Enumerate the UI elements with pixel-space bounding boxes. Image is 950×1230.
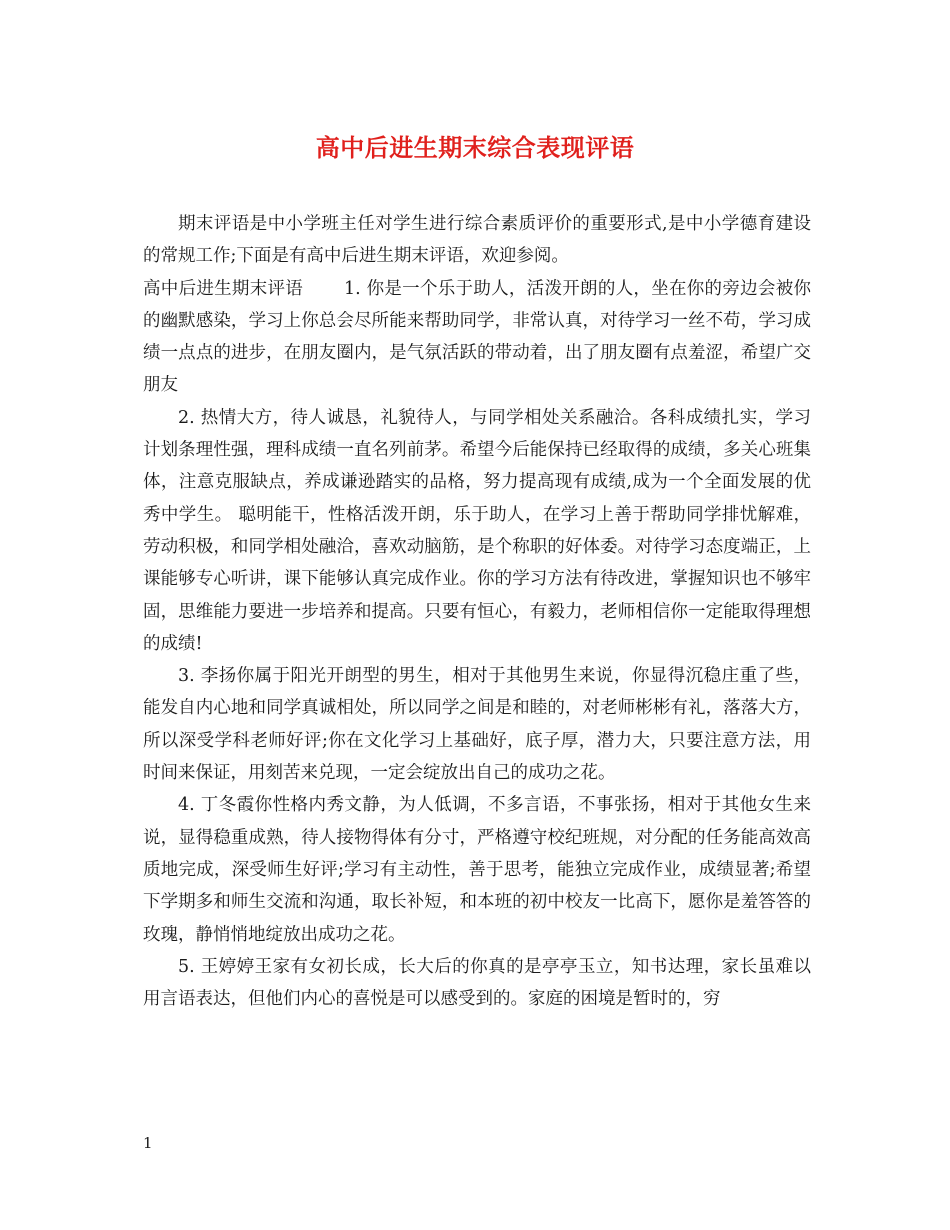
page-number: 1 bbox=[143, 1134, 153, 1152]
comment-item-2: 2. 热情大方，待人诚恳，礼貌待人，与同学相处关系融洽。各科成绩扎实，学习计划条理性强，理科成绩一直名列前茅。希望今后能保持已经取得的成绩，多关心班集体，注意克服缺点，养成谦逊踏实的品格，努力提高现有成绩,成为一个全面发展的优秀中学生。 聪明能干，性格活泼开朗，乐于助人，在学习上善于帮助同学排忧解难，劳动积极，和同学相处融洽，喜欢动脑筋，是个称职的好体委。对待学习态度端正，上课能够专心听讲，课下能够认真完成作业。你的学习方法有待改进，掌握知识也不够牢固，思维能力要进一步培养和提高。只要有恒心，有毅力，老师相信你一定能取得理想的成绩! bbox=[143, 407, 811, 654]
heading-spacer bbox=[303, 279, 344, 299]
comment-item-4: 4. 丁冬霞你性格内秀文静，为人低调，不多言语，不事张扬，相对于其他女生来说，显得稳重成熟，待人接物得体有分寸，严格遵守校纪班规，对分配的任务能高效高质地完成，深受师生好评;学习有主动性，善于思考，能独立完成作业，成绩显著;希望下学期多和师生交流和沟通，取长补短，和本班的初中校友一比高下，愿你是羞答答的玫瑰，静悄悄地绽放出成功之花。 bbox=[143, 795, 811, 945]
first-item-paragraph bbox=[143, 273, 811, 402]
comment-item-3: 3. 李扬你属于阳光开朗型的男生，相对于其他男生来说，你显得沉稳庄重了些，能发自内心地和同学真诚相处，所以同学之间是和睦的，对老师彬彬有礼，落落大方，所以深受学科老师好评;你在文化学习上基础好，底子厚，潜力大，只要注意方法，用时间来保证，用刻苦来兑现，一定会绽放出自己的成功之花。 bbox=[143, 666, 811, 784]
section-heading: 高中后进生期末评语 bbox=[143, 278, 304, 299]
document-body bbox=[143, 208, 811, 1015]
intro-paragraph: 期末评语是中小学班主任对学生进行综合素质评价的重要形式,是中小学德育建设的常规工作;下面是有高中后进生期末评语，欢迎参阅。 bbox=[143, 214, 811, 267]
comment-item-5: 5. 王婷婷王家有女初长成，长大后的你真的是亭亭玉立，知书达理，家长虽难以用言语表达，但他们内心的喜悦是可以感受到的。家庭的困境是暂时的，穷 bbox=[143, 956, 811, 1010]
comment-item-1: 1. 你是一个乐于助人，活泼开朗的人，坐在你的旁边会被你的幽默感染，学习上你总会尽所能来帮助同学，非常认真，对待学习一丝不苟，学习成绩一点点的进步，在朋友圈内，是气氛活跃的带动着，出了朋友圈有点羞涩，希望广交朋友 bbox=[143, 278, 811, 396]
document-title: 高中后进生期末综合表现评语 bbox=[315, 133, 635, 162]
